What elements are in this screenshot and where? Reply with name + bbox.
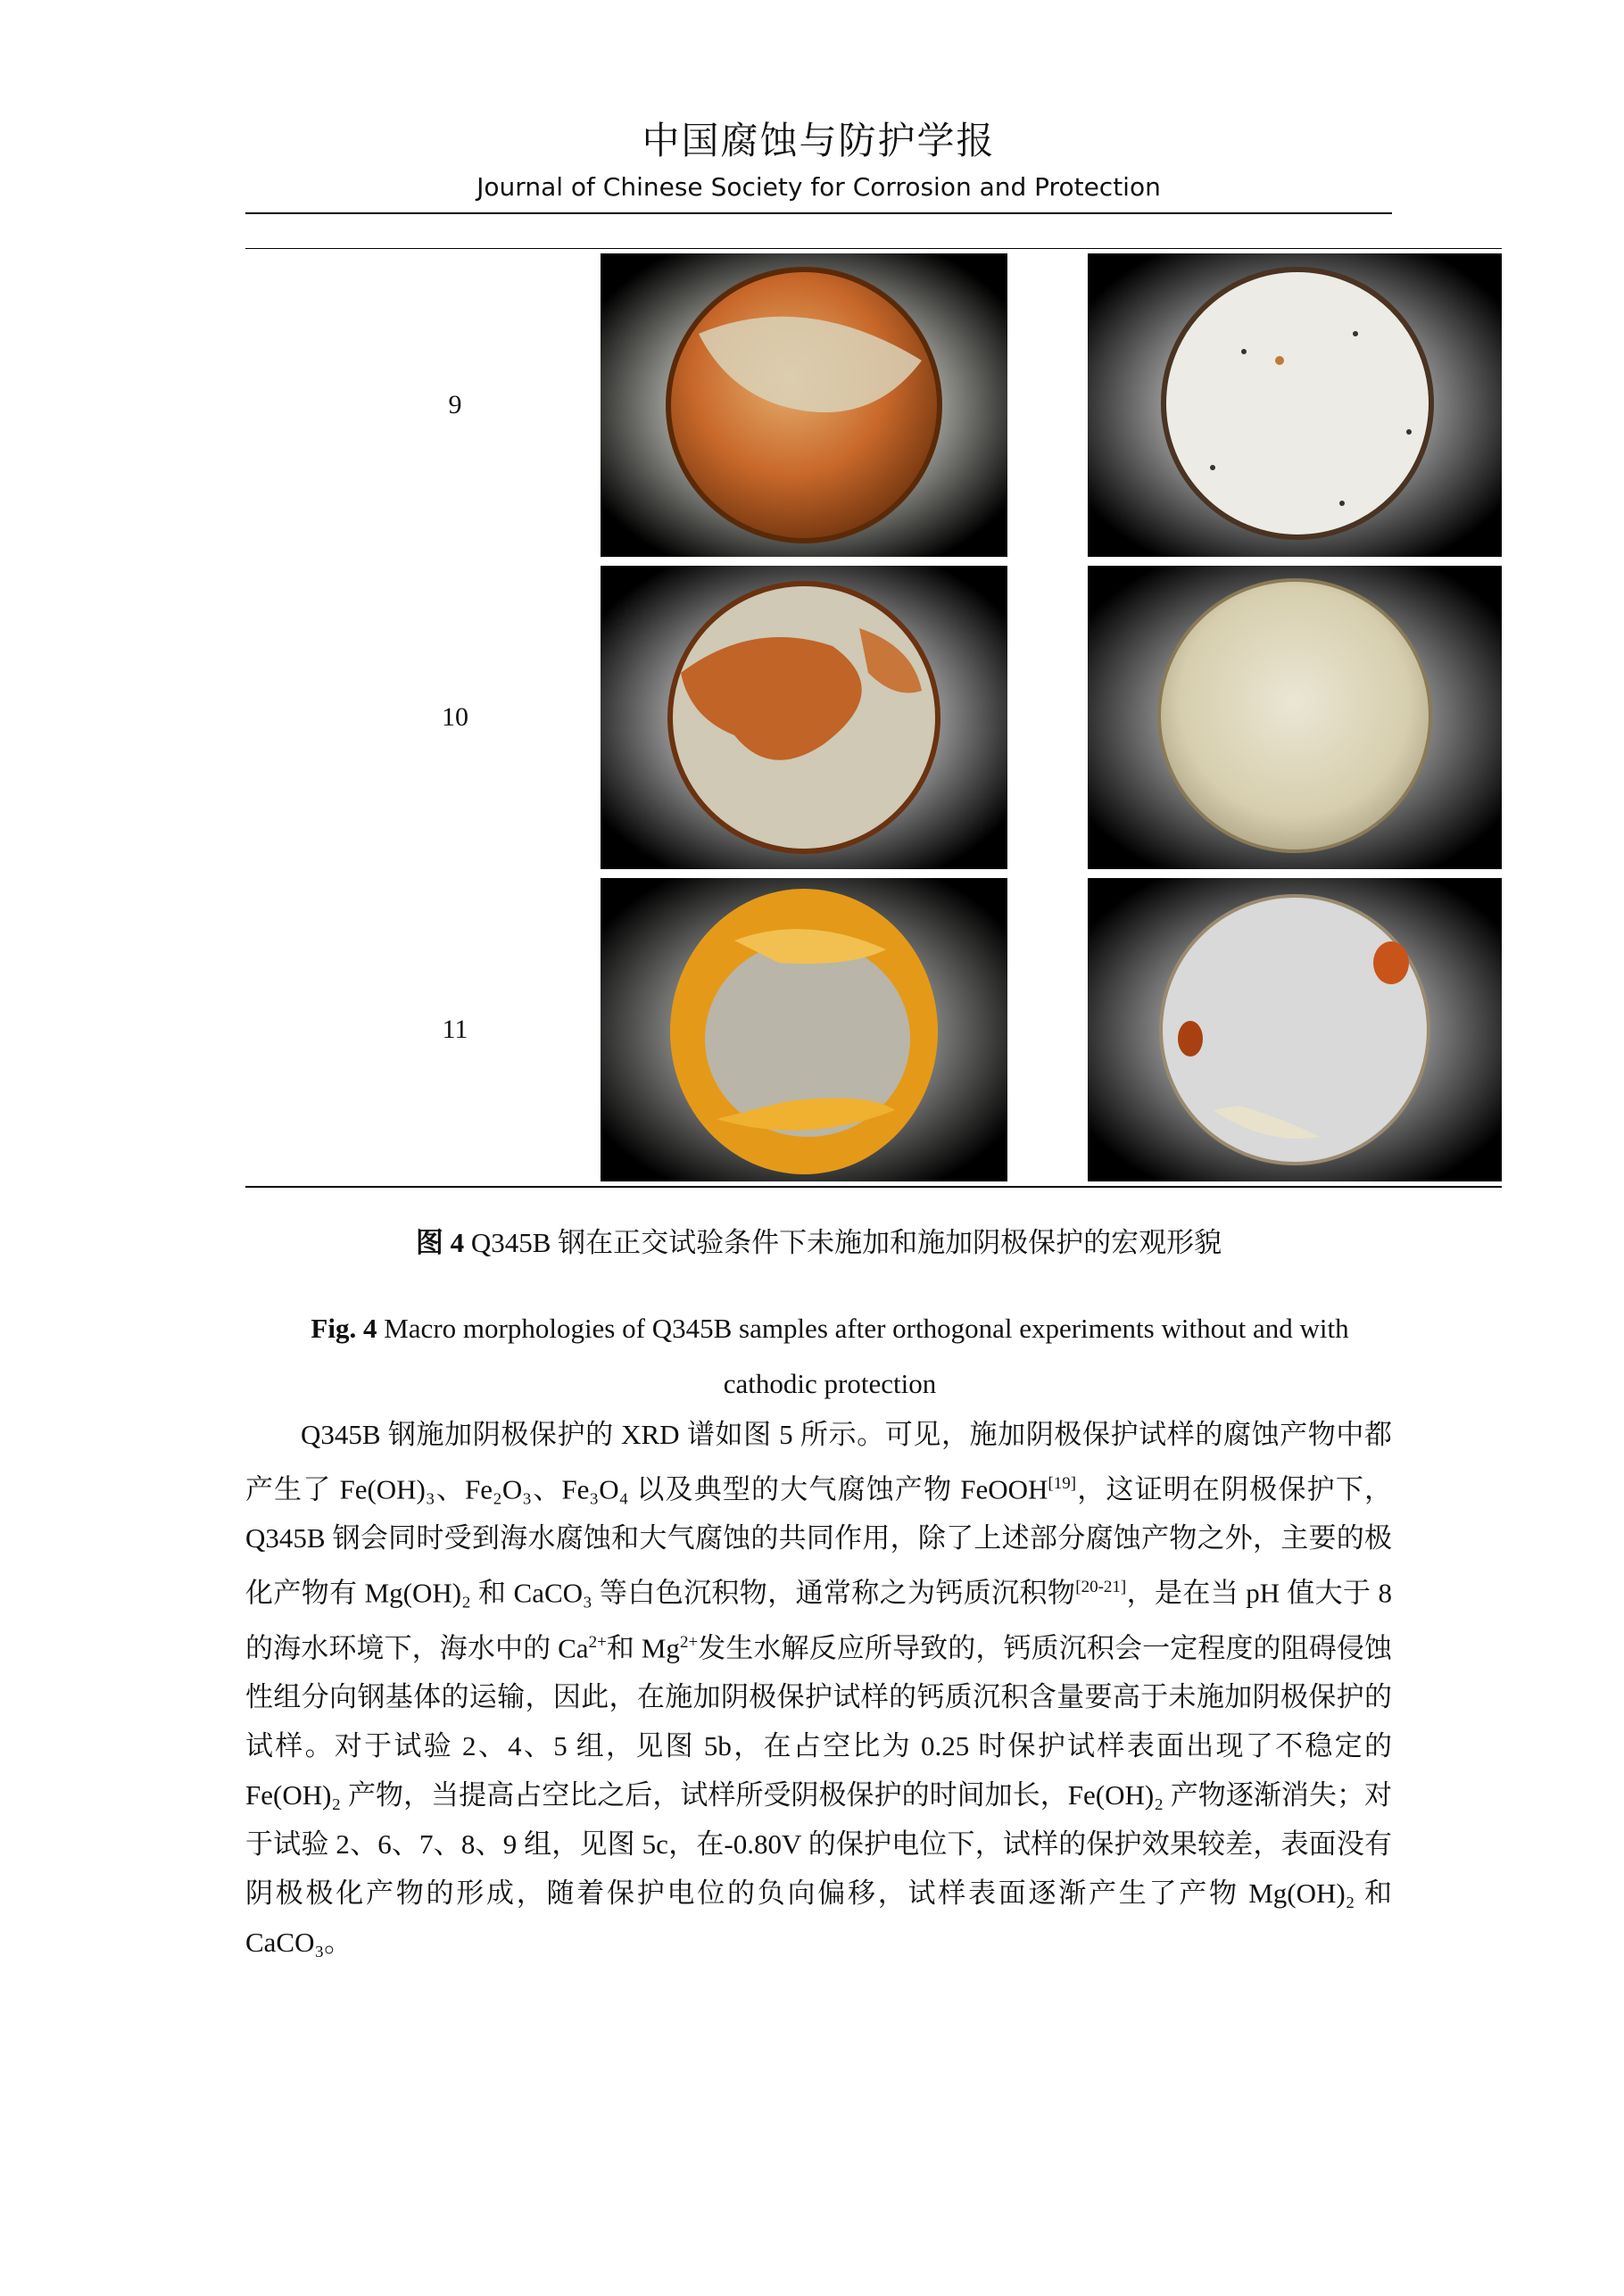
body-text-4: 和 Mg (606, 1631, 680, 1663)
caption-cn-label: 图 4 (415, 1227, 465, 1258)
body-text-1: Q345B 钢施加阴极保护的 XRD 谱如图 5 所示。可见，施加阴极保护试样的腐蚀产物中都产生了 Fe(OH)₃、Fe₂O₃、Fe₃O₄ 以及典型的大气腐蚀产物 FeOOH (245, 1419, 1392, 1505)
row-label: 10 (442, 702, 468, 732)
header-rule (245, 212, 1392, 214)
row-label: 11 (442, 1015, 468, 1044)
figure-row (245, 562, 1502, 873)
row-label: 9 (448, 390, 462, 419)
journal-header (245, 114, 1392, 205)
caption-en-text: Macro morphologies of Q345B samples after orthogonal experiments without and with cathodic protection (377, 1313, 1349, 1399)
sample-photo-with-cp (1088, 566, 1502, 869)
figure-caption-en (268, 1301, 1392, 1412)
body-text-3: ，是在当 pH 值大于 8 的海水环境下，海水中的 Ca (245, 1577, 1392, 1663)
figure-caption-cn (245, 1223, 1392, 1264)
sample-photo-with-cp (1088, 253, 1502, 557)
table-bottom-rule (245, 1186, 1502, 1188)
caption-en-label: Fig. 4 (311, 1313, 377, 1344)
sample-photo-without-cp (601, 878, 1007, 1181)
body-text-5: 发生水解反应所导致的，钙质沉积会一定程度的阻碍侵蚀性组分向钢基体的运输，因此，在施加阴极保护试样的钙质沉积含量要高于未施加阴极保护的试样。对于试验 2、4、5 组，见图 5b，在占空比为 0.25 时保护试样表面出现了不稳定的 Fe(OH)₂ 产物，当提高占空比之后，试样所受阴极保护的时间加长，Fe(OH)₂ 产物逐渐消失；对于试验 2、6、7、8、9 组，见图 5c，在-0.80V 的保护电位下，试样的保护效果较差，表面没有阴极极化产物的形成，随着保护电位的负向偏移，试样表面逐渐产生了产物 Mg(OH)₂ 和 CaCO₃。 (245, 1631, 1392, 1958)
caption-cn-text: Q345B 钢在正交试验条件下未施加和施加阴极保护的宏观形貌 (464, 1227, 1222, 1258)
citation-20-21: [20-21] (1075, 1578, 1127, 1597)
sample-photo-with-cp (1088, 878, 1502, 1181)
figure-row (245, 250, 1502, 560)
journal-title-cn: 中国腐蚀与防护学报 (642, 119, 996, 162)
body-paragraph (245, 1410, 1392, 1967)
figure-row (245, 874, 1502, 1185)
table-top-rule (245, 248, 1502, 249)
sample-photo-without-cp (601, 253, 1007, 557)
superscript-mg: 2+ (679, 1632, 699, 1652)
citation-19: [19] (1048, 1474, 1077, 1493)
figure-table (245, 248, 1502, 1188)
body-text-2: ，这证明在阴极保护下，Q345B 钢会同时受到海水腐蚀和大气腐蚀的共同作用，除了上述部分腐蚀产物之外，主要的极化产物有 Mg(OH)₂ 和 CaCO₃ 等白色沉积物，通常称之为钙质沉积物 (245, 1473, 1393, 1609)
superscript-ca: 2+ (588, 1632, 607, 1652)
sample-photo-without-cp (601, 566, 1007, 869)
journal-title-en: Journal of Chinese Society for Corrosion and Protection (476, 172, 1161, 202)
